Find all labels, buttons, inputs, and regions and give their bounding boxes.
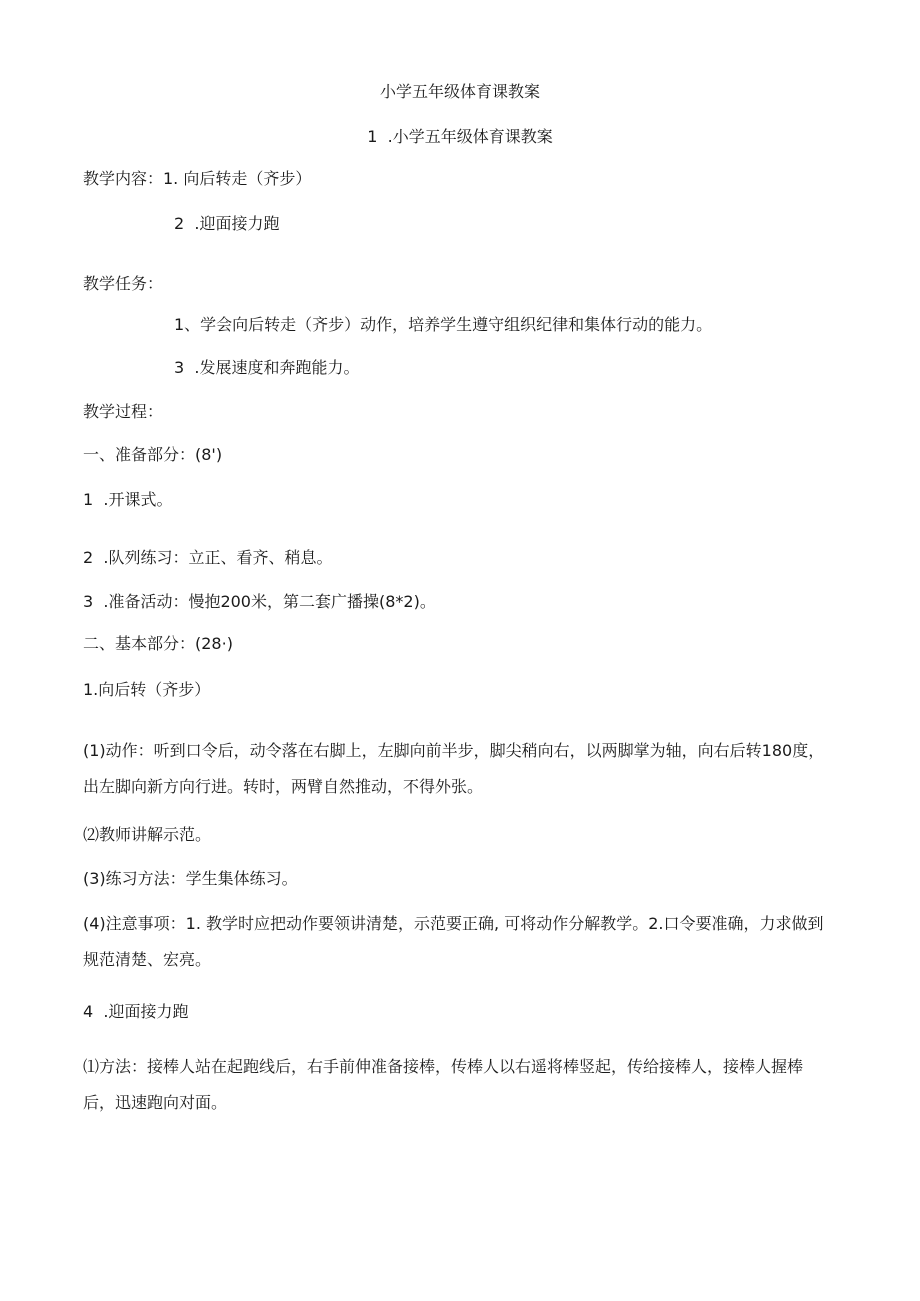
part-2-item-4: 4 .迎面接力跑 [83,1002,189,1021]
part-1-item-1: 1 .开课式。 [83,490,173,509]
action-paragraph: (1)动作：听到口令后，动令落在右脚上，左脚向前半步，脚尖稍向右，以两脚掌为轴，向右后转180度，出左脚向新方向行进。转时，两臂自然推动，不得外张。 [83,741,825,796]
demo-line: ⑵教师讲解示范。 [83,825,212,844]
teaching-task-2: 3 .发展速度和奔跑能力。 [174,358,360,377]
document-title: 小学五年级体育课教案 [379,82,540,101]
part-1-item-3: 3 .准备活动：慢抱200米，第二套广播操(8*2)。 [83,592,436,611]
part-1-heading: 一、准备部分：(8') [83,445,223,464]
teaching-task-1: 1、学会向后转走（齐步）动作，培养学生遵守组织纪律和集体行动的能力。 [174,315,713,334]
part-2-heading: 二、基本部分：(28·) [83,634,233,653]
document-subtitle: 1 .小学五年级体育课教案 [367,127,553,146]
method-paragraph: ⑴方法：接棒人站在起跑线后，右手前伸准备接棒，传棒人以右遥将棒竖起，传给接棒人，接棒人握棒后，迅速跑向对面。 [83,1057,804,1112]
teaching-content-item-2: 2 .迎面接力跑 [174,214,280,233]
teaching-process-label: 教学过程： [83,402,164,421]
notes-paragraph: (4)注意事项：1. 教学时应把动作要领讲清楚，示范要正确, 可将动作分解教学。2.口令要准确，力求做到规范清楚、宏亮。 [83,914,824,969]
part-2-item-1: 1.向后转（齐步） [83,680,211,699]
teaching-tasks-label: 教学任务： [83,274,164,293]
practice-method-line: (3)练习方法：学生集体练习。 [83,869,298,888]
part-1-item-2: 2 .队列练习：立正、看齐、稍息。 [83,548,333,567]
teaching-content-label: 教学内容：1. 向后转走（齐步） [83,169,312,188]
